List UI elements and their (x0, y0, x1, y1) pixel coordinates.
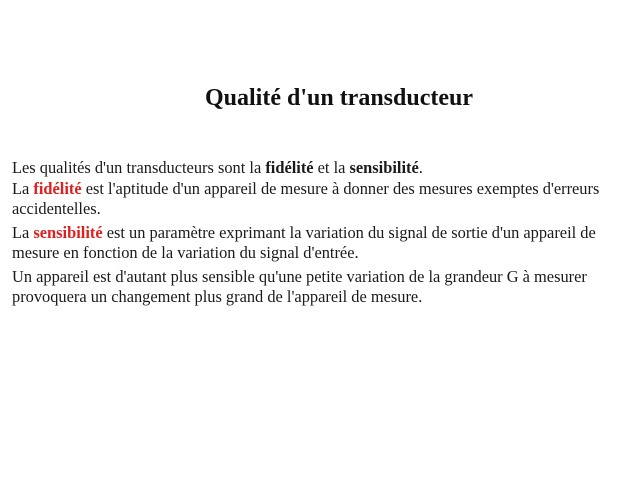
text-run: est un paramètre exprimant la variation du signal de sortie d'un appareil de mesure en fonction de la variation du signal d'entrée. (12, 222, 596, 262)
text-run: . (418, 158, 423, 177)
text-run: La (12, 178, 34, 198)
slide-body (12, 158, 626, 308)
slide-title: Qualité d'un transducteur (204, 85, 474, 111)
paragraph-qualities (12, 158, 626, 179)
term-fidelite-bold: fidélité (265, 158, 314, 177)
text-run: Les qualités d'un transducteurs sont la (12, 158, 266, 177)
text-run: et la (313, 158, 350, 177)
term-fidelite-highlight: fidélité (33, 178, 82, 198)
paragraph-sensitivity-explanation (12, 267, 626, 308)
term-sensibilite-bold: sensibilité (349, 158, 419, 177)
text-run: La (12, 222, 34, 242)
paragraph-fidelite (12, 179, 626, 220)
term-sensibilite-highlight: sensibilité (33, 222, 103, 242)
paragraph-sensibilite (12, 223, 626, 264)
text-run: Un appareil est d'autant plus sensible qu'une petite variation de la grandeur G à mesurer provoquera un changement plus grand de l'appareil de mesure. (12, 266, 587, 306)
text-run: est l'aptitude d'un appareil de mesure à donner des mesures exemptes d'erreurs accidentelles. (12, 178, 600, 218)
